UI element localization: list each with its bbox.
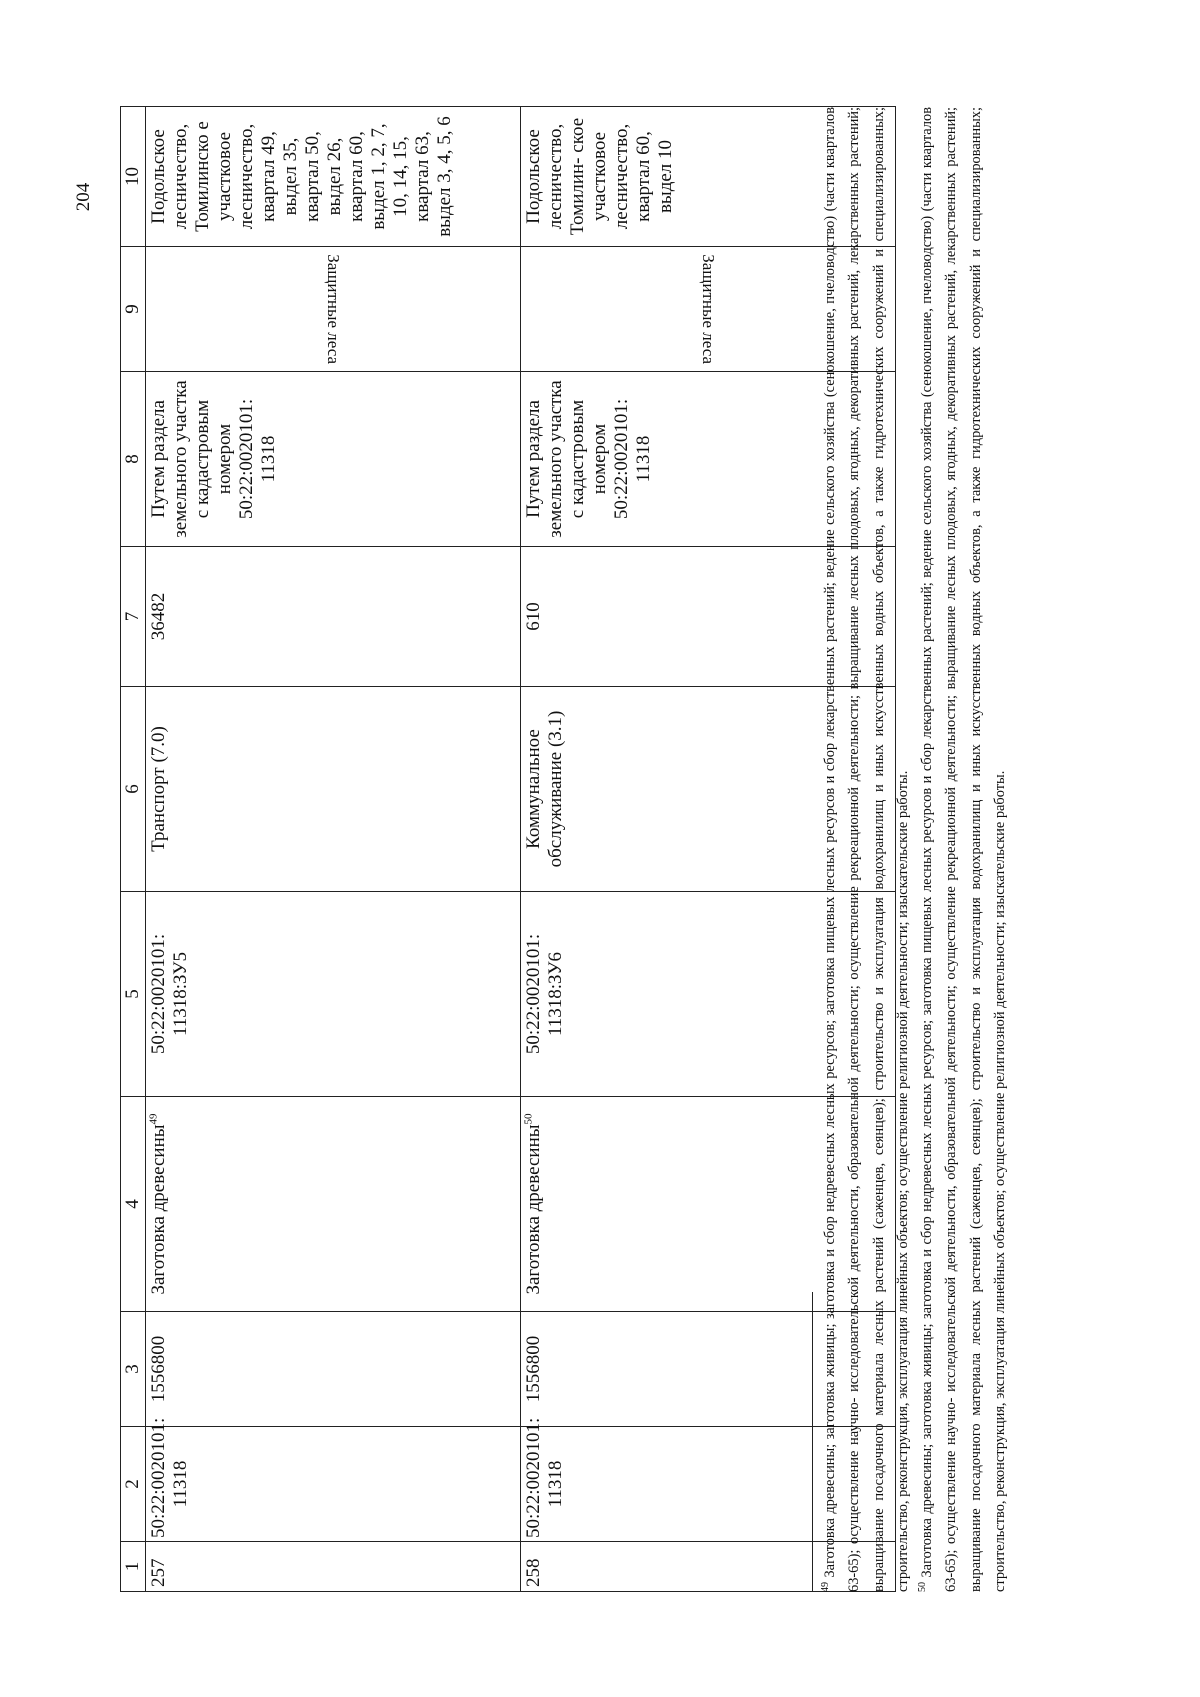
- column-header: 5: [121, 892, 146, 1097]
- column-header: 9: [121, 247, 146, 372]
- column-header: 6: [121, 687, 146, 892]
- use-category: Транспорт (7.0): [146, 687, 521, 892]
- column-header: 2: [121, 1427, 146, 1542]
- new-plot-area: 610: [521, 547, 896, 687]
- footnote-ref: 50: [522, 1113, 535, 1125]
- permitted-use: [146, 1097, 521, 1312]
- forest-category-text: Защитные леса: [324, 254, 343, 364]
- table-row: [146, 107, 521, 1592]
- column-header: 4: [121, 1097, 146, 1312]
- footnote-mark: 49: [820, 1582, 832, 1592]
- parent-area: 1556800: [521, 1312, 896, 1427]
- forest-location: Подольское лесничество, Томилин- ское участковое лесничество, квартал 60, выдел 10: [521, 107, 896, 247]
- parent-cadastral-number: 50:22:0020101: 11318: [146, 1427, 521, 1542]
- new-plot-number: 50:22:0020101: 11318:ЗУ5: [146, 892, 521, 1097]
- forest-category: [146, 247, 521, 372]
- row-number: 258: [521, 1542, 896, 1592]
- formation-method: Путем раздела земельного участка с кадастровым номером 50:22:0020101: 11318: [146, 372, 521, 547]
- column-header: 1: [121, 1542, 146, 1592]
- footnotes: [818, 107, 1012, 1592]
- footnote: [818, 107, 915, 1592]
- permitted-use-text: Заготовка древесины: [148, 1124, 169, 1295]
- permitted-use-text: Заготовка древесины: [523, 1124, 544, 1295]
- column-header: 7: [121, 547, 146, 687]
- footnote: [915, 107, 1012, 1592]
- new-plot-area: 36482: [146, 547, 521, 687]
- column-header: 8: [121, 372, 146, 547]
- header-row: [121, 107, 146, 1592]
- footnote-text: Заготовка древесины; заготовка живицы; заготовка и сбор недревесных лесных ресурсов; заготовка пищевых лесных ресурсов и сбор лекарственных растений; ведение сельского хозяйства (сенокошение, пчеловодство) (части кварталов 63-65); осуществление научно- исследовательской деятельности, образовательной деятельности; осуществление рекреационной деятельности; выращивание лесных плодовых, ягодных, декоративных растений, лекарственных растений; выращивание посадочного материала лесных растений (саженцев, сеянцев); строительство и эксплуатация водохранилищ и иных искусственных водных объектов, а также гидротехнических сооружений и специализированных; строительство, реконструкция, эксплуатация линейных объектов; осуществление религиозной деятельности; изыскательские работы.: [822, 107, 911, 1592]
- parent-area: 1556800: [146, 1312, 521, 1427]
- footnote-separator: [812, 1292, 813, 1592]
- footnote-text: Заготовка древесины; заготовка живицы; заготовка и сбор недревесных лесных ресурсов; заготовка пищевых лесных ресурсов и сбор лекарственных растений; ведение сельского хозяйства (сенокошение, пчеловодство) (части кварталов 63-65); осуществление научно- исследовательской деятельности, образовательной деятельности; осуществление рекреационной деятельности; выращивание лесных плодовых, ягодных, декоративных растений, лекарственных растений; выращивание посадочного материала лесных растений (саженцев, сеянцев); строительство и эксплуатация водохранилищ и иных искусственных водных объектов, а также гидротехнических сооружений и специализированных; строительство, реконструкция, эксплуатация линейных объектов; осуществление религиозной деятельности; изыскательские работы.: [919, 107, 1009, 1592]
- forest-location: Подольское лесничество, Томилинско е участковое лесничество, квартал 49, выдел 35, квартал 50, выдел 26, квартал 60, выдел 1, 2, 7, 10, 14, 15, квартал 63, выдел 3, 4, 5, 6: [146, 107, 521, 247]
- registry-table: [120, 106, 896, 1592]
- column-header: 3: [121, 1312, 146, 1427]
- forest-category-text: Защитные леса: [699, 254, 718, 364]
- use-category: Коммунальное обслуживание (3.1): [521, 687, 896, 892]
- page-number: 204: [73, 182, 94, 212]
- column-header: 10: [121, 107, 146, 247]
- parent-cadastral-number: 50:22:0020101: 11318: [521, 1427, 896, 1542]
- footnote-mark: 50: [917, 1582, 929, 1592]
- new-plot-number: 50:22:0020101: 11318:ЗУ6: [521, 892, 896, 1097]
- formation-method: Путем раздела земельного участка с кадастровым номером 50:22:0020101: 11318: [521, 372, 896, 547]
- footnote-ref: 49: [147, 1113, 160, 1125]
- row-number: 257: [146, 1542, 521, 1592]
